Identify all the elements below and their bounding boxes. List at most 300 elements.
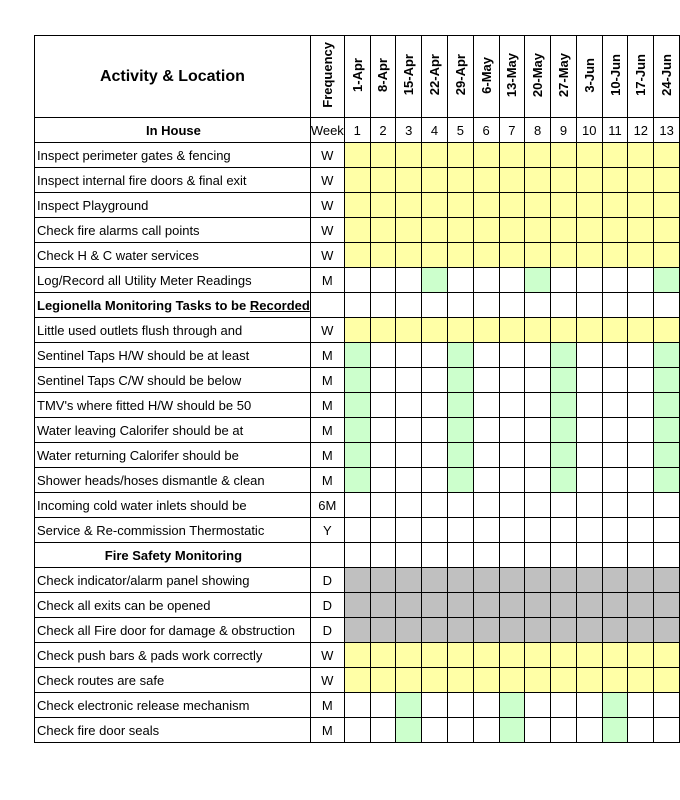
schedule-cell[interactable]	[370, 443, 396, 468]
schedule-cell[interactable]	[370, 493, 396, 518]
schedule-cell[interactable]	[447, 443, 473, 468]
schedule-cell[interactable]	[422, 493, 448, 518]
schedule-cell[interactable]	[551, 368, 577, 393]
schedule-cell[interactable]	[576, 568, 602, 593]
schedule-cell[interactable]	[551, 518, 577, 543]
schedule-cell[interactable]	[525, 618, 551, 643]
schedule-cell[interactable]	[525, 493, 551, 518]
schedule-cell[interactable]	[396, 518, 422, 543]
schedule-cell[interactable]	[499, 143, 525, 168]
week-number-cell[interactable]: 7	[499, 118, 525, 143]
schedule-cell[interactable]	[370, 243, 396, 268]
schedule-cell[interactable]	[447, 143, 473, 168]
week-label[interactable]: Week	[310, 118, 344, 143]
schedule-cell[interactable]	[654, 443, 680, 468]
schedule-cell[interactable]	[525, 543, 551, 568]
frequency-cell[interactable]	[310, 543, 344, 568]
schedule-cell[interactable]	[499, 693, 525, 718]
schedule-cell[interactable]	[422, 693, 448, 718]
schedule-cell[interactable]	[344, 393, 370, 418]
schedule-cell[interactable]	[602, 268, 628, 293]
schedule-cell[interactable]	[396, 143, 422, 168]
schedule-cell[interactable]	[525, 468, 551, 493]
week-number-cell[interactable]: 12	[628, 118, 654, 143]
schedule-cell[interactable]	[654, 193, 680, 218]
schedule-cell[interactable]	[628, 143, 654, 168]
schedule-cell[interactable]	[602, 368, 628, 393]
schedule-cell[interactable]	[447, 518, 473, 543]
schedule-cell[interactable]	[551, 493, 577, 518]
schedule-cell[interactable]	[473, 318, 499, 343]
schedule-cell[interactable]	[473, 468, 499, 493]
schedule-cell[interactable]	[370, 393, 396, 418]
schedule-cell[interactable]	[628, 493, 654, 518]
schedule-cell[interactable]	[473, 593, 499, 618]
schedule-cell[interactable]	[654, 368, 680, 393]
schedule-cell[interactable]	[654, 668, 680, 693]
schedule-cell[interactable]	[525, 318, 551, 343]
schedule-cell[interactable]	[654, 268, 680, 293]
schedule-cell[interactable]	[628, 668, 654, 693]
schedule-cell[interactable]	[473, 668, 499, 693]
schedule-cell[interactable]	[654, 693, 680, 718]
activity-cell[interactable]: TMV's where fitted H/W should be 50	[35, 393, 311, 418]
schedule-cell[interactable]	[602, 343, 628, 368]
schedule-cell[interactable]	[396, 393, 422, 418]
schedule-cell[interactable]	[551, 393, 577, 418]
frequency-cell[interactable]: D	[310, 618, 344, 643]
activity-cell[interactable]: Inspect perimeter gates & fencing	[35, 143, 311, 168]
schedule-cell[interactable]	[576, 643, 602, 668]
schedule-cell[interactable]	[654, 243, 680, 268]
schedule-cell[interactable]	[499, 268, 525, 293]
date-header-cell[interactable]	[525, 36, 551, 118]
schedule-cell[interactable]	[602, 418, 628, 443]
frequency-cell[interactable]: M	[310, 268, 344, 293]
schedule-cell[interactable]	[551, 643, 577, 668]
schedule-cell[interactable]	[447, 618, 473, 643]
schedule-cell[interactable]	[499, 368, 525, 393]
frequency-cell[interactable]: Y	[310, 518, 344, 543]
schedule-cell[interactable]	[628, 218, 654, 243]
date-header-cell[interactable]	[628, 36, 654, 118]
activity-cell[interactable]: Check all Fire door for damage & obstruction	[35, 618, 311, 643]
activity-cell[interactable]: Service & Re-commission Thermostatic	[35, 518, 311, 543]
schedule-cell[interactable]	[370, 268, 396, 293]
schedule-cell[interactable]	[447, 218, 473, 243]
schedule-cell[interactable]	[576, 293, 602, 318]
date-header-cell[interactable]	[551, 36, 577, 118]
schedule-cell[interactable]	[602, 643, 628, 668]
schedule-cell[interactable]	[525, 193, 551, 218]
schedule-cell[interactable]	[422, 168, 448, 193]
schedule-cell[interactable]	[602, 443, 628, 468]
schedule-cell[interactable]	[576, 193, 602, 218]
date-header-cell[interactable]	[344, 36, 370, 118]
schedule-cell[interactable]	[576, 443, 602, 468]
date-header-cell[interactable]	[447, 36, 473, 118]
frequency-cell[interactable]: W	[310, 193, 344, 218]
schedule-cell[interactable]	[447, 468, 473, 493]
schedule-cell[interactable]	[473, 243, 499, 268]
schedule-cell[interactable]	[396, 493, 422, 518]
schedule-cell[interactable]	[422, 618, 448, 643]
schedule-cell[interactable]	[370, 343, 396, 368]
activity-cell[interactable]: Incoming cold water inlets should be	[35, 493, 311, 518]
schedule-cell[interactable]	[422, 593, 448, 618]
schedule-cell[interactable]	[576, 668, 602, 693]
schedule-cell[interactable]	[602, 468, 628, 493]
frequency-cell[interactable]	[310, 293, 344, 318]
week-number-cell[interactable]: 6	[473, 118, 499, 143]
activity-cell[interactable]: Shower heads/hoses dismantle & clean	[35, 468, 311, 493]
schedule-cell[interactable]	[628, 443, 654, 468]
schedule-cell[interactable]	[473, 293, 499, 318]
frequency-cell[interactable]: W	[310, 668, 344, 693]
activity-cell[interactable]: Check fire door seals	[35, 718, 311, 743]
week-number-cell[interactable]: 2	[370, 118, 396, 143]
schedule-cell[interactable]	[576, 343, 602, 368]
schedule-cell[interactable]	[525, 243, 551, 268]
schedule-cell[interactable]	[654, 568, 680, 593]
activity-cell[interactable]: Sentinel Taps H/W should be at least	[35, 343, 311, 368]
schedule-cell[interactable]	[602, 293, 628, 318]
activity-cell[interactable]: Sentinel Taps C/W should be below	[35, 368, 311, 393]
week-number-cell[interactable]: 11	[602, 118, 628, 143]
schedule-cell[interactable]	[447, 493, 473, 518]
schedule-cell[interactable]	[447, 268, 473, 293]
schedule-cell[interactable]	[422, 468, 448, 493]
schedule-cell[interactable]	[499, 443, 525, 468]
activity-cell[interactable]: Check push bars & pads work correctly	[35, 643, 311, 668]
schedule-cell[interactable]	[602, 143, 628, 168]
activity-cell[interactable]: Check indicator/alarm panel showing	[35, 568, 311, 593]
frequency-cell[interactable]: W	[310, 143, 344, 168]
schedule-cell[interactable]	[551, 268, 577, 293]
schedule-cell[interactable]	[654, 393, 680, 418]
schedule-cell[interactable]	[576, 693, 602, 718]
schedule-cell[interactable]	[396, 468, 422, 493]
schedule-cell[interactable]	[499, 343, 525, 368]
schedule-cell[interactable]	[499, 318, 525, 343]
schedule-cell[interactable]	[654, 718, 680, 743]
schedule-cell[interactable]	[525, 293, 551, 318]
schedule-cell[interactable]	[602, 243, 628, 268]
schedule-cell[interactable]	[396, 243, 422, 268]
frequency-cell[interactable]: M	[310, 443, 344, 468]
schedule-cell[interactable]	[525, 443, 551, 468]
frequency-cell[interactable]: M	[310, 693, 344, 718]
schedule-cell[interactable]	[654, 218, 680, 243]
schedule-cell[interactable]	[654, 493, 680, 518]
schedule-cell[interactable]	[396, 418, 422, 443]
schedule-cell[interactable]	[344, 143, 370, 168]
schedule-cell[interactable]	[344, 218, 370, 243]
schedule-cell[interactable]	[422, 318, 448, 343]
schedule-cell[interactable]	[473, 143, 499, 168]
schedule-cell[interactable]	[576, 318, 602, 343]
frequency-cell[interactable]: M	[310, 468, 344, 493]
schedule-cell[interactable]	[422, 218, 448, 243]
schedule-cell[interactable]	[422, 293, 448, 318]
schedule-cell[interactable]	[396, 218, 422, 243]
schedule-cell[interactable]	[654, 618, 680, 643]
schedule-cell[interactable]	[422, 393, 448, 418]
schedule-cell[interactable]	[551, 293, 577, 318]
frequency-cell[interactable]: 6M	[310, 493, 344, 518]
schedule-cell[interactable]	[628, 168, 654, 193]
schedule-cell[interactable]	[628, 518, 654, 543]
schedule-cell[interactable]	[422, 268, 448, 293]
schedule-cell[interactable]	[551, 593, 577, 618]
schedule-cell[interactable]	[396, 693, 422, 718]
schedule-cell[interactable]	[344, 318, 370, 343]
schedule-cell[interactable]	[344, 468, 370, 493]
schedule-cell[interactable]	[422, 143, 448, 168]
activity-cell[interactable]: Water returning Calorifer should be	[35, 443, 311, 468]
schedule-cell[interactable]	[499, 168, 525, 193]
schedule-cell[interactable]	[447, 343, 473, 368]
schedule-cell[interactable]	[576, 393, 602, 418]
schedule-cell[interactable]	[473, 343, 499, 368]
schedule-cell[interactable]	[396, 443, 422, 468]
schedule-cell[interactable]	[447, 543, 473, 568]
activity-cell[interactable]: Inspect Playground	[35, 193, 311, 218]
date-header-cell[interactable]	[602, 36, 628, 118]
schedule-cell[interactable]	[654, 543, 680, 568]
schedule-cell[interactable]	[628, 393, 654, 418]
schedule-cell[interactable]	[576, 418, 602, 443]
schedule-cell[interactable]	[576, 168, 602, 193]
schedule-cell[interactable]	[370, 218, 396, 243]
schedule-cell[interactable]	[576, 493, 602, 518]
schedule-cell[interactable]	[499, 568, 525, 593]
schedule-cell[interactable]	[447, 693, 473, 718]
schedule-cell[interactable]	[525, 393, 551, 418]
section-title[interactable]	[35, 543, 311, 568]
schedule-cell[interactable]	[499, 493, 525, 518]
schedule-cell[interactable]	[473, 543, 499, 568]
date-header-cell[interactable]	[422, 36, 448, 118]
schedule-cell[interactable]	[447, 718, 473, 743]
schedule-cell[interactable]	[654, 293, 680, 318]
schedule-cell[interactable]	[525, 218, 551, 243]
schedule-cell[interactable]	[551, 668, 577, 693]
schedule-cell[interactable]	[551, 618, 577, 643]
schedule-cell[interactable]	[499, 643, 525, 668]
schedule-cell[interactable]	[602, 593, 628, 618]
activity-cell[interactable]: Little used outlets flush through and	[35, 318, 311, 343]
section-title[interactable]	[35, 293, 311, 318]
schedule-cell[interactable]	[602, 318, 628, 343]
schedule-cell[interactable]	[447, 293, 473, 318]
schedule-cell[interactable]	[396, 643, 422, 668]
date-header-cell[interactable]	[396, 36, 422, 118]
schedule-cell[interactable]	[473, 193, 499, 218]
week-number-cell[interactable]: 1	[344, 118, 370, 143]
schedule-cell[interactable]	[602, 543, 628, 568]
schedule-cell[interactable]	[370, 568, 396, 593]
schedule-cell[interactable]	[525, 718, 551, 743]
schedule-cell[interactable]	[396, 568, 422, 593]
schedule-cell[interactable]	[473, 443, 499, 468]
schedule-cell[interactable]	[396, 293, 422, 318]
frequency-cell[interactable]: M	[310, 368, 344, 393]
date-header-cell[interactable]	[576, 36, 602, 118]
schedule-cell[interactable]	[447, 168, 473, 193]
schedule-cell[interactable]	[473, 218, 499, 243]
date-header-cell[interactable]	[499, 36, 525, 118]
schedule-cell[interactable]	[602, 618, 628, 643]
schedule-cell[interactable]	[344, 343, 370, 368]
schedule-cell[interactable]	[473, 693, 499, 718]
schedule-cell[interactable]	[473, 643, 499, 668]
schedule-cell[interactable]	[422, 193, 448, 218]
schedule-cell[interactable]	[473, 568, 499, 593]
schedule-cell[interactable]	[344, 668, 370, 693]
schedule-cell[interactable]	[447, 318, 473, 343]
schedule-cell[interactable]	[447, 643, 473, 668]
schedule-cell[interactable]	[551, 468, 577, 493]
schedule-cell[interactable]	[576, 268, 602, 293]
section-title[interactable]	[35, 118, 311, 143]
schedule-cell[interactable]	[447, 418, 473, 443]
schedule-cell[interactable]	[370, 293, 396, 318]
schedule-cell[interactable]	[551, 218, 577, 243]
schedule-cell[interactable]	[447, 593, 473, 618]
activity-cell[interactable]: Check all exits can be opened	[35, 593, 311, 618]
schedule-cell[interactable]	[473, 493, 499, 518]
activity-cell[interactable]: Check routes are safe	[35, 668, 311, 693]
schedule-cell[interactable]	[447, 368, 473, 393]
schedule-cell[interactable]	[499, 393, 525, 418]
schedule-cell[interactable]	[525, 343, 551, 368]
schedule-cell[interactable]	[525, 693, 551, 718]
schedule-cell[interactable]	[370, 143, 396, 168]
schedule-cell[interactable]	[422, 368, 448, 393]
frequency-cell[interactable]: W	[310, 318, 344, 343]
schedule-cell[interactable]	[525, 518, 551, 543]
frequency-cell[interactable]: W	[310, 243, 344, 268]
schedule-cell[interactable]	[525, 368, 551, 393]
schedule-cell[interactable]	[654, 143, 680, 168]
schedule-cell[interactable]	[551, 193, 577, 218]
schedule-cell[interactable]	[447, 568, 473, 593]
schedule-cell[interactable]	[525, 418, 551, 443]
schedule-cell[interactable]	[602, 218, 628, 243]
schedule-cell[interactable]	[628, 318, 654, 343]
schedule-cell[interactable]	[499, 218, 525, 243]
schedule-cell[interactable]	[344, 443, 370, 468]
week-number-cell[interactable]: 9	[551, 118, 577, 143]
schedule-cell[interactable]	[628, 368, 654, 393]
activity-cell[interactable]: Check electronic release mechanism	[35, 693, 311, 718]
frequency-cell[interactable]: M	[310, 718, 344, 743]
schedule-cell[interactable]	[551, 718, 577, 743]
date-header-cell[interactable]	[654, 36, 680, 118]
schedule-cell[interactable]	[551, 168, 577, 193]
schedule-cell[interactable]	[602, 493, 628, 518]
frequency-cell[interactable]: M	[310, 343, 344, 368]
schedule-cell[interactable]	[396, 193, 422, 218]
schedule-cell[interactable]	[628, 593, 654, 618]
schedule-cell[interactable]	[576, 368, 602, 393]
schedule-cell[interactable]	[499, 293, 525, 318]
schedule-cell[interactable]	[370, 643, 396, 668]
schedule-cell[interactable]	[628, 193, 654, 218]
schedule-cell[interactable]	[447, 193, 473, 218]
schedule-cell[interactable]	[654, 518, 680, 543]
schedule-cell[interactable]	[422, 568, 448, 593]
schedule-cell[interactable]	[576, 243, 602, 268]
schedule-cell[interactable]	[370, 518, 396, 543]
schedule-cell[interactable]	[628, 418, 654, 443]
schedule-cell[interactable]	[344, 543, 370, 568]
schedule-cell[interactable]	[525, 568, 551, 593]
frequency-cell[interactable]: W	[310, 643, 344, 668]
schedule-cell[interactable]	[525, 143, 551, 168]
schedule-cell[interactable]	[628, 468, 654, 493]
frequency-header[interactable]	[310, 36, 344, 118]
frequency-cell[interactable]: W	[310, 168, 344, 193]
schedule-cell[interactable]	[628, 243, 654, 268]
activity-cell[interactable]: Water leaving Calorifer should be at	[35, 418, 311, 443]
week-number-cell[interactable]: 5	[447, 118, 473, 143]
schedule-cell[interactable]	[499, 518, 525, 543]
schedule-cell[interactable]	[396, 668, 422, 693]
frequency-cell[interactable]: D	[310, 568, 344, 593]
schedule-cell[interactable]	[344, 593, 370, 618]
schedule-cell[interactable]	[576, 518, 602, 543]
week-number-cell[interactable]: 10	[576, 118, 602, 143]
date-header-cell[interactable]	[370, 36, 396, 118]
schedule-cell[interactable]	[396, 368, 422, 393]
schedule-cell[interactable]	[422, 718, 448, 743]
schedule-cell[interactable]	[602, 668, 628, 693]
schedule-cell[interactable]	[422, 643, 448, 668]
week-number-cell[interactable]: 3	[396, 118, 422, 143]
schedule-cell[interactable]	[602, 393, 628, 418]
schedule-cell[interactable]	[422, 343, 448, 368]
schedule-cell[interactable]	[370, 418, 396, 443]
schedule-cell[interactable]	[422, 243, 448, 268]
schedule-cell[interactable]	[628, 718, 654, 743]
schedule-cell[interactable]	[370, 593, 396, 618]
schedule-cell[interactable]	[654, 593, 680, 618]
schedule-cell[interactable]	[344, 168, 370, 193]
schedule-cell[interactable]	[525, 668, 551, 693]
schedule-cell[interactable]	[654, 318, 680, 343]
schedule-cell[interactable]	[370, 668, 396, 693]
schedule-cell[interactable]	[551, 693, 577, 718]
schedule-cell[interactable]	[344, 518, 370, 543]
schedule-cell[interactable]	[370, 693, 396, 718]
activity-cell[interactable]: Inspect internal fire doors & final exit	[35, 168, 311, 193]
schedule-cell[interactable]	[551, 243, 577, 268]
schedule-cell[interactable]	[499, 718, 525, 743]
schedule-cell[interactable]	[396, 168, 422, 193]
schedule-cell[interactable]	[344, 293, 370, 318]
schedule-cell[interactable]	[473, 393, 499, 418]
schedule-cell[interactable]	[344, 618, 370, 643]
week-number-cell[interactable]: 8	[525, 118, 551, 143]
schedule-cell[interactable]	[499, 193, 525, 218]
schedule-cell[interactable]	[654, 418, 680, 443]
schedule-cell[interactable]	[602, 193, 628, 218]
schedule-cell[interactable]	[473, 168, 499, 193]
schedule-cell[interactable]	[344, 493, 370, 518]
schedule-cell[interactable]	[602, 168, 628, 193]
